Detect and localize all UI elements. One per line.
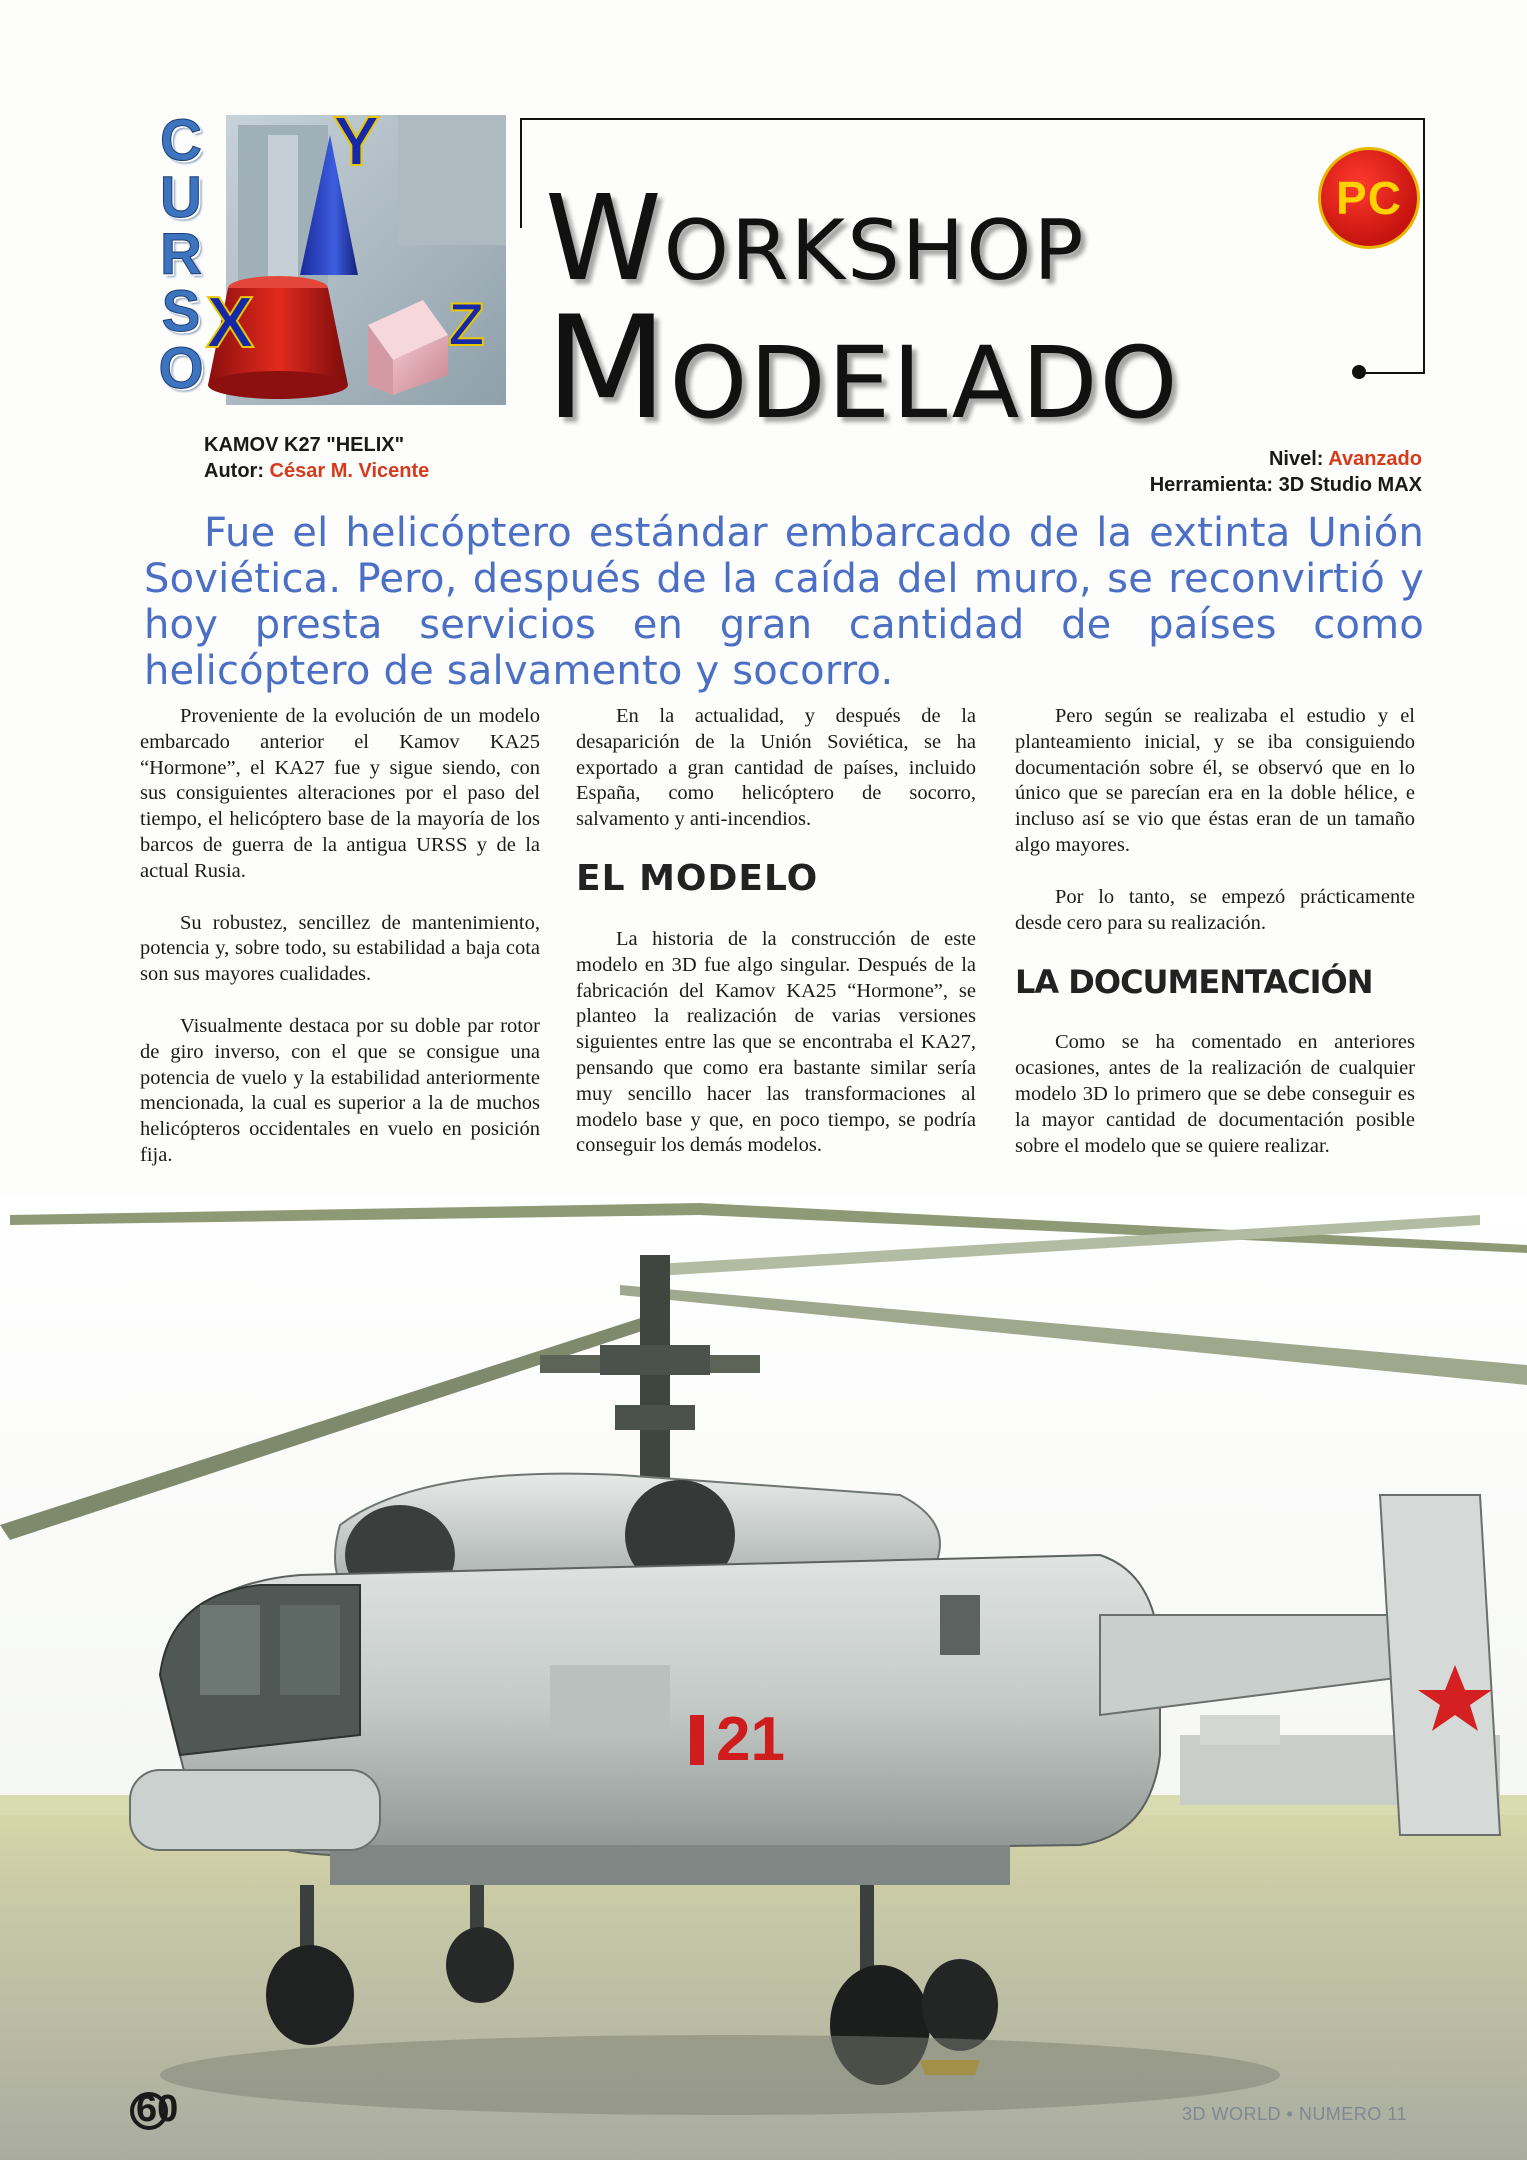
section-heading-documentacion: LA DOCUMENTACIÓN bbox=[1015, 963, 1373, 1002]
page-number bbox=[130, 2088, 178, 2131]
helicopter-photo bbox=[0, 1195, 1527, 2160]
curso-letter: U bbox=[160, 165, 202, 230]
curso-vertical-label bbox=[150, 108, 212, 401]
paragraph: Como se ha comentado en anteriores ocasiones, antes de la realización de cualquier modelo 3D lo primero que se debe conseguir es la mayor cantidad de documentación posible sobre el modelo que se quiere realizar. bbox=[1015, 1031, 1415, 1157]
curso-letter: C bbox=[160, 108, 202, 173]
title-frame-left bbox=[520, 118, 522, 228]
paragraph: Pero según se realizaba el estudio y el planteamiento inicial, y se iba consiguiendo documentación sobre él, se observó que en lo único que se parecían era en la doble hélice, e incluso así se vio que éstas eran de un tamaño algo mayores. bbox=[1015, 705, 1415, 856]
level-value: Avanzado bbox=[1328, 448, 1422, 470]
title-frame-right bbox=[1423, 118, 1425, 374]
title-line-1: Workshop bbox=[545, 169, 1086, 307]
title-line-2: Modelado bbox=[545, 286, 1180, 451]
paragraph: Por lo tanto, se empezó prácticamente desde cero para su realización. bbox=[1015, 885, 1415, 934]
article-meta-left bbox=[204, 432, 429, 484]
title-frame-bottom bbox=[1365, 372, 1425, 374]
title-frame-top bbox=[520, 118, 1425, 120]
aircraft-number: 21 bbox=[716, 1705, 785, 1774]
logo-x-axis: X bbox=[206, 283, 255, 363]
magazine-footer: 3D WORLD • NUMERO 11 bbox=[1182, 2104, 1407, 2124]
paragraph: La historia de la construcción de este modelo en 3D fue algo singular. Después de la fabricación del Kamov KA25 “Hormone”, se planteo la realización de varias versiones siguientes entre las que se encontraba el KA27, pensando que como era bastante similar sería muy sencillo hacer las transformaciones al modelo base y que, en poco tiempo, se podría conseguir los demás modelos. bbox=[576, 927, 976, 1157]
platform-badge: PC bbox=[1318, 147, 1420, 249]
section-heading-modelo: EL MODELO bbox=[576, 857, 819, 899]
paragraph: Su robustez, sencillez de mantenimiento, potencia y, sobre todo, su estabilidad a baja cota son sus mayores cualidades. bbox=[140, 911, 540, 986]
tool-line bbox=[1150, 472, 1422, 498]
tool-label: Herramienta: bbox=[1149, 474, 1274, 496]
author-line bbox=[204, 458, 429, 484]
page-number-text: 60 bbox=[136, 2088, 179, 2130]
title-frame-dot bbox=[1352, 365, 1366, 379]
level-label: Nivel: bbox=[1268, 448, 1324, 470]
logo-y-axis: Y bbox=[333, 102, 380, 180]
paragraph: En la actualidad, y después de la desaparición de la Unión Soviética, se ha exportado a gran cantidad de países, incluido España, como helicóptero de socorro, salvamento y anti-incendios. bbox=[576, 705, 976, 831]
article-subject: KAMOV K27 "HELIX" bbox=[204, 434, 405, 456]
author-name: César M. Vicente bbox=[269, 460, 430, 482]
paragraph: Visualmente destaca por su doble par rotor de giro inverso, con el que se consigue una potencia de vuelo y la estabilidad anteriormente mencionada, la cual es superior a la de muchos helicópteros occidentales en vuelo en posición fija. bbox=[140, 1014, 540, 1166]
curso-letter: O bbox=[158, 336, 204, 401]
text-column-1 bbox=[140, 704, 540, 1195]
logo-z-axis: Z bbox=[448, 291, 485, 358]
article-meta-right bbox=[1150, 446, 1422, 498]
text-column-3 bbox=[1015, 704, 1415, 1185]
author-label: Autor: bbox=[204, 460, 264, 482]
curso-letter: S bbox=[161, 279, 201, 344]
curso-letter: R bbox=[160, 222, 202, 287]
paragraph: Proveniente de la evolución de un modelo embarcado anterior el Kamov KA25 “Hormone”, el KA27 fue y sigue siendo, con sus consiguientes alteraciones por el paso del tiempo, el helicóptero base de la mayoría de los barcos de guerra de la antigua URSS y de la actual Rusia. bbox=[140, 705, 540, 882]
text-column-2 bbox=[576, 704, 976, 1185]
tool-value: 3D Studio MAX bbox=[1278, 474, 1422, 496]
intro-lead: Fue el helicóptero estándar embarcado de la extinta Unión Soviética. Pero, después de la caída del muro, se reconvirtió y hoy presta servicios en gran cantidad de países como helicóptero de salvamento y socorro. bbox=[144, 510, 1424, 694]
level-line bbox=[1150, 446, 1422, 472]
